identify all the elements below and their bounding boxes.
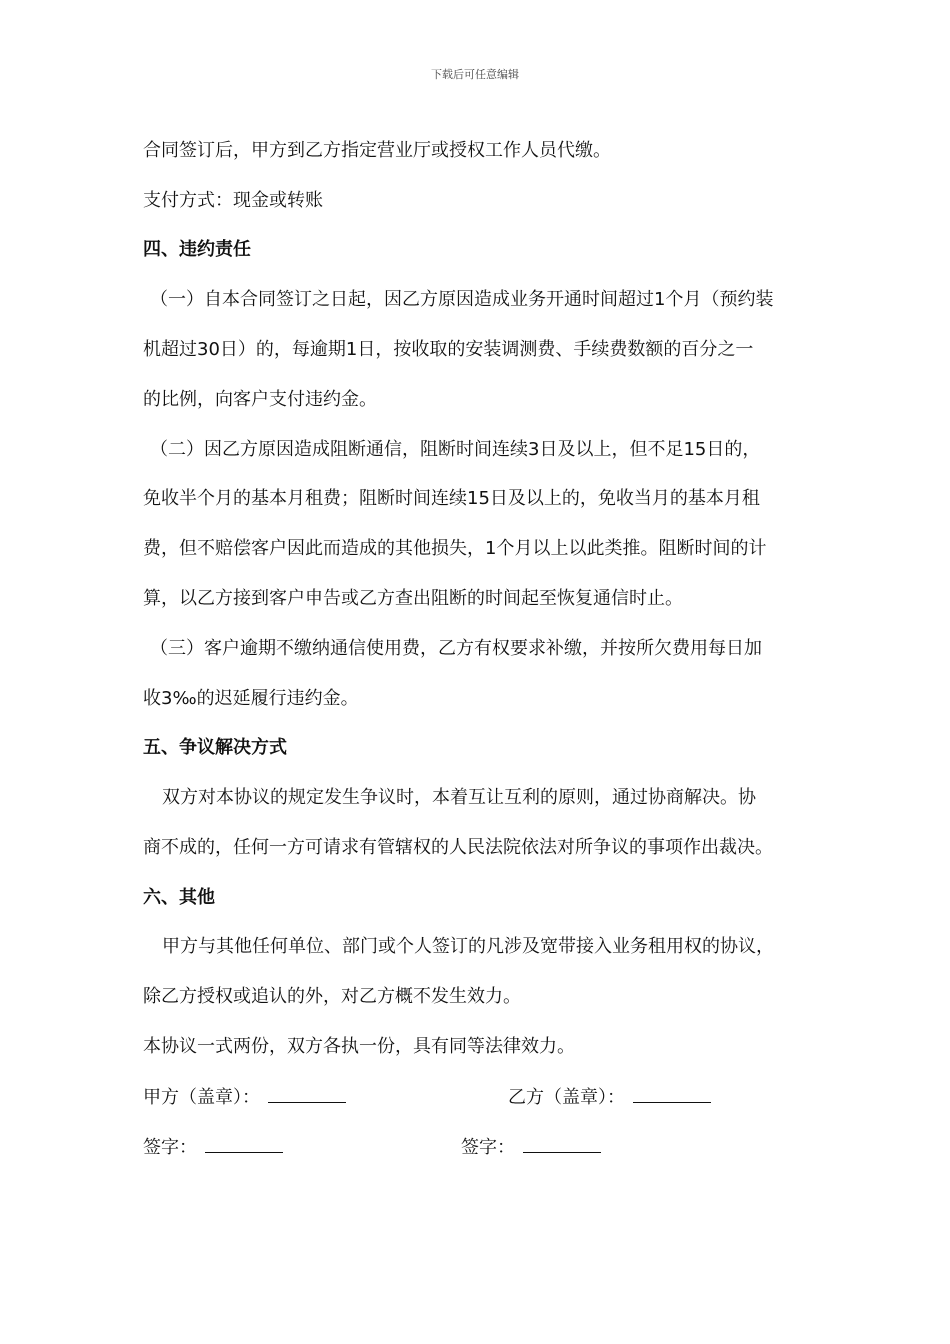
paragraph-line: 甲方与其他任何单位、部门或个人签订的凡涉及宽带接入业务租用权的协议，: [162, 936, 774, 957]
paragraph-line: 除乙方授权或追认的外，对乙方概不发生效力。: [143, 986, 521, 1007]
party-b-seal-field: [508, 1084, 711, 1110]
paragraph-line: 双方对本协议的规定发生争议时，本着互让互利的原则，通过协商解决。协: [162, 787, 756, 808]
party-b-sign-blank: [523, 1134, 601, 1153]
paragraph-line: 本协议一式两份，双方各执一份，具有同等法律效力。: [143, 1036, 575, 1057]
party-a-sign-label: 签字：: [143, 1137, 197, 1158]
paragraph-line: 的比例，向客户支付违约金。: [143, 389, 377, 410]
party-b-seal-blank: [633, 1084, 711, 1103]
paragraph-line: 免收半个月的基本月租费；阻断时间连续15日及以上的，免收当月的基本月租: [143, 488, 760, 509]
paragraph-line: （三）客户逾期不缴纳通信使用费，乙方有权要求补缴，并按所欠费用每日加: [150, 638, 762, 659]
section-heading: 五、争议解决方式: [143, 737, 287, 758]
paragraph-line: 合同签订后，甲方到乙方指定营业厅或授权工作人员代缴。: [143, 140, 611, 161]
paragraph-line: 收3‰的迟延履行违约金。: [143, 688, 359, 709]
paragraph-line: 费，但不赔偿客户因此而造成的其他损失，1个月以上以此类推。阻断时间的计: [143, 538, 767, 559]
section-heading: 六、其他: [143, 887, 215, 908]
party-a-seal-label: 甲方（盖章）：: [143, 1087, 260, 1108]
party-b-seal-label: 乙方（盖章）：: [508, 1087, 625, 1108]
party-a-sign-blank: [205, 1134, 283, 1153]
page-header: 下载后可任意编辑: [431, 68, 519, 81]
paragraph-line: 商不成的，任何一方可请求有管辖权的人民法院依法对所争议的事项作出裁决。: [143, 837, 773, 858]
paragraph-line: 算，以乙方接到客户申告或乙方查出阻断的时间起至恢复通信时止。: [143, 588, 683, 609]
party-a-seal-blank: [268, 1084, 346, 1103]
paragraph-line: （一）自本合同签订之日起，因乙方原因造成业务开通时间超过1个月（预约装: [150, 289, 774, 310]
paragraph-line: （二）因乙方原因造成阻断通信，阻断时间连续3日及以上，但不足15日的，: [150, 439, 761, 460]
section-heading: 四、违约责任: [143, 239, 251, 260]
party-a-sign-field: [143, 1134, 283, 1160]
party-b-sign-field: [461, 1134, 601, 1160]
paragraph-line: 支付方式：现金或转账: [143, 190, 323, 211]
party-a-seal-field: [143, 1084, 346, 1110]
paragraph-line: 机超过30日）的，每逾期1日，按收取的安装调测费、手续费数额的百分之一: [143, 339, 754, 360]
party-b-sign-label: 签字：: [461, 1137, 515, 1158]
